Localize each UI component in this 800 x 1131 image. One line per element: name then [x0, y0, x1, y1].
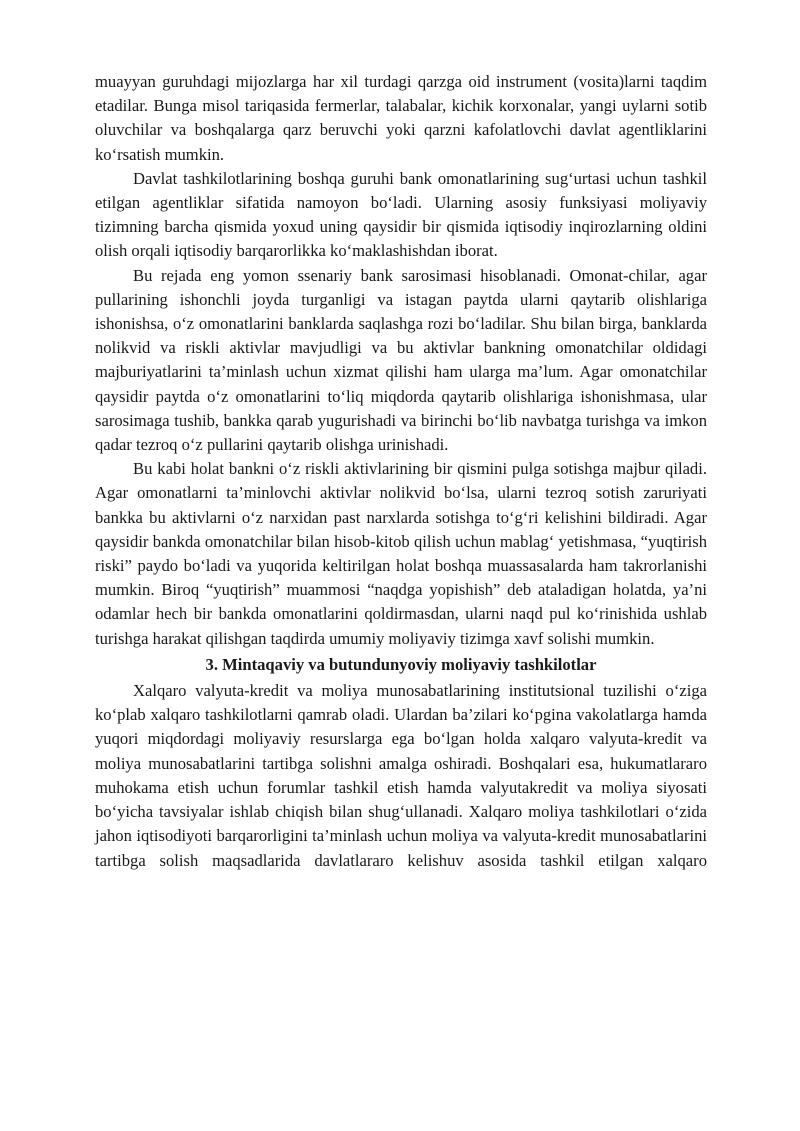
section-heading: 3. Mintaqaviy va butundunyoviy moliyaviy tashkilotlar — [205, 654, 597, 674]
paragraph-5: Xalqaro valyuta-kredit va moliya munosabatlarining institutsional tuzilishi o‘ziga ko‘plab xalqaro tashkilotlarni qamrab oladi. Ulardan ba’zilari ko‘pgina vakolatlarga hamda yuqori miqdordagi moliyaviy resurslarga ega bo‘lgan holda xalqaro valyuta-kredit va moliya munosabatlarini tartibga solishni amalga oshiradi. Boshqalari esa, hukumatlararo muhokama etish uchun forumlar tashkil etish hamda valyutakredit va moliya siyosati bo‘yicha tavsiyalar ishlab chiqish bilan shug‘ullanadi. Xalqaro moliya tashkilotlari o‘zida jahon iqtisodiyoti barqarorligini ta’minlash uchun moliya va valyuta-kredit munosabatlarini tartibga solish maqsadlarida davlatlararo kelishuv asosida tashkil etilgan xalqaro — [95, 681, 707, 870]
document-page — [95, 70, 707, 873]
paragraph-3: Bu rejada eng yomon ssenariy bank sarosimasi hisoblanadi. Omonat-chilar, agar pullarining ishonchli joyda turganligi va istagan paytda ularni qaytarib olishlariga ishonishsa, o‘z omonatlarini banklarda saqlashga rozi bo‘ladilar. Shu bilan birga, banklarda nolikvid va riskli aktivlar mavjudligi va bu aktivlar bankning omonatchilar oldidagi majburiyatlarini ta’minlash uchun xizmat qilishi ham ularga ma’lum. Agar omonatchilar qaysidir paytda o‘z omonatlarini to‘liq miqdorda qaytarib olishlariga ishonishmasa, ular sarosimaga tushib, bankka qarab yugurishadi va birinchi bo‘lib navbatga turishga va imkon qadar tezroq o‘z pullarini qaytarib olishga urinishadi. — [95, 265, 707, 455]
paragraph-2: Davlat tashkilotlarining boshqa guruhi bank omonatlarining sug‘urtasi uchun tashkil etilgan agentliklar sifatida namoyon bo‘ladi. Ularning asosiy funksiyasi moliyaviy tizimning barcha qismida yoxud uning qaysidir bir qismida iqtisodiy inqirozlarning oldini olish orqali iqtisodiy barqarorlikka ko‘maklashishdan iborat. — [95, 168, 707, 261]
paragraph-1: muayyan guruhdagi mijozlarga har xil turdagi qarzga oid instrument (vosita)larni taqdim etadilar. Bunga misol tariqasida fermerlar, talabalar, kichik korxonalar, yangi uylarni sotib oluvchilar va boshqalarga qarz beruvchi yoki qarzni kafolatlovchi davlat agentliklarini ko‘rsatish mumkin. — [95, 72, 707, 164]
paragraph-4: Bu kabi holat bankni o‘z riskli aktivlarining bir qismini pulga sotishga majbur qiladi. Agar omonatlarni ta’minlovchi aktivlar nolikvid bo‘lsa, ularni tezroq sotish zaruriyati bankka bu aktivlarni o‘z narxidan past narxlarda sotishga to‘g‘ri kelishini bildiradi. Agar qaysidir bankda omonatchilar bilan hisob-kitob qilish uchun mablag‘ yetishmasa, “yuqtirish riski” paydo bo‘ladi va yuqorida keltirilgan holat boshqa muassasalarda ham takrorlanishi mumkin. Biroq “yuqtirish” muammosi “naqdga yopishish” deb ataladigan holatda, ya’ni odamlar hech bir bankda omonatlarini qoldirmasdan, ularni naqd pul ko‘rinishida ushlab turishga harakat qilishgan taqdirda umumiy moliyaviy tizimga xavf solishi mumkin. — [95, 459, 707, 648]
